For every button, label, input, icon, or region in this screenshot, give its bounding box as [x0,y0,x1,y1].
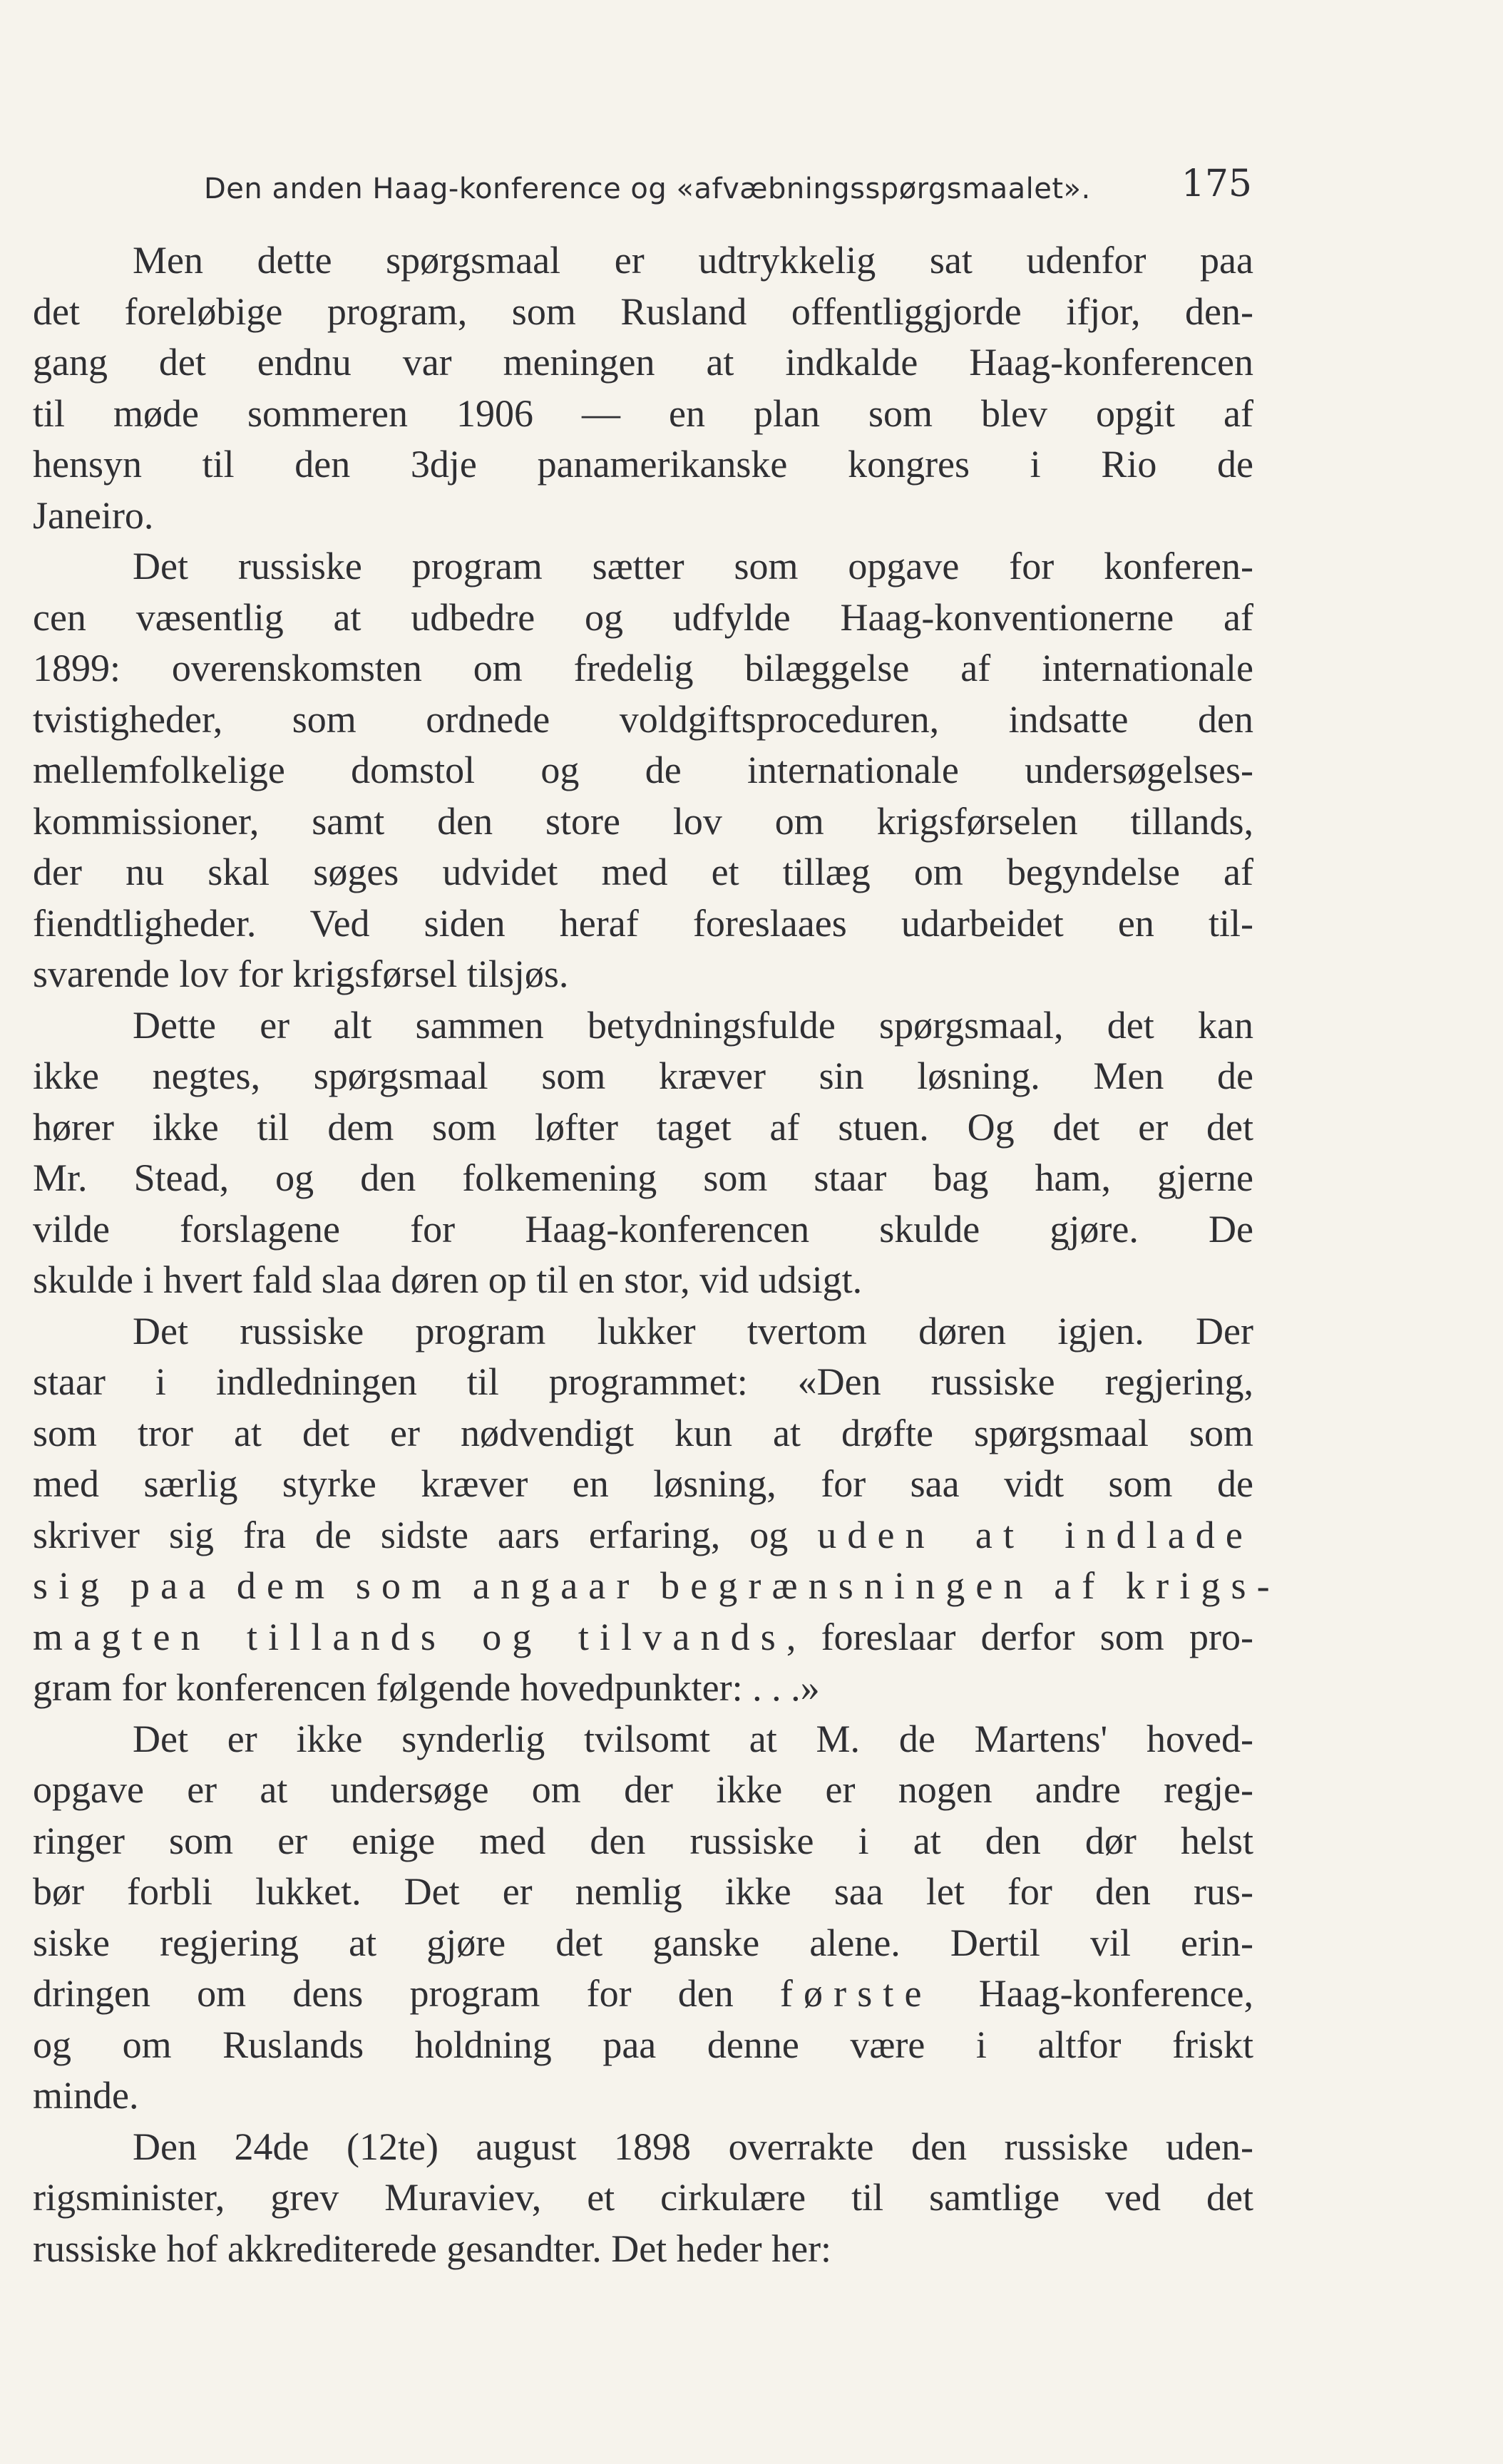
text-line: mellemfolkelige domstol og de internationale undersøgelses- [33,749,1253,791]
text-line: Mr. Stead, og den folkemening som staar bag ham, gjerne [33,1156,1253,1199]
text-line: cen væsentlig at udbedre og udfylde Haag-konventionerne af [33,595,1253,639]
text-line: Det russiske program sætter som opgave for konferen- [133,545,1253,587]
text-line [33,1612,1253,1663]
text-line: Men dette spørgsmaal er udtrykkelig sat udenfor paa [133,239,1253,282]
text-line: Den 24de (12te) august 1898 overrakte den russiske uden- [133,2125,1253,2168]
text-line: med særlig styrke kræver en løsning, for saa vidt som de [33,1462,1253,1505]
text-line: tvistigheder, som ordnede voldgiftsproceduren, indsatte den [33,697,1253,741]
text-line: svarende lov for krigsførsel tilsjøs. [33,953,569,995]
text-line [33,1968,1253,2020]
spaced-emphasis: uden at indlade [817,1513,1253,1556]
text-line: ikke negtes, spørgsmaal som kræver sin løsning. Men de [33,1054,1253,1097]
page-number: 175 [1181,163,1252,205]
text-line: vilde forslagene for Haag-konferencen skulde gjøre. De [33,1207,1253,1251]
text-line: Det er ikke synderlig tvilsomt at M. de Martens' hoved- [133,1717,1253,1760]
text-line: minde. [33,2074,139,2117]
text-line: kommissioner, samt den store lov om krigsførselen tillands, [33,799,1253,843]
text-line: russiske hof akkrediterede gesandter. Det heder her: [33,2227,832,2270]
text-line: opgave er at undersøge om der ikke er nogen andre regje- [33,1768,1253,1811]
text-line: hensyn til den 3dje panamerikanske kongres i Rio de [33,443,1253,486]
text-line: der nu skal søges udvidet med et tillæg om begyndelse af [33,851,1253,893]
spaced-emphasis: sig paa dem som angaar begrænsningen af krigs- [33,1564,1281,1607]
text-line: som tror at det er nødvendigt kun at drøfte spørgsmaal som [33,1411,1253,1454]
text-segment: , foreslaar derfor som pro- [786,1615,1254,1658]
text-line: bør forbli lukket. Det er nemlig ikke saa let for den rus- [33,1870,1253,1913]
text-line: gang det endnu var meningen at indkalde Haag-konferencen [33,341,1253,384]
text-line: Dette er alt sammen betydningsfulde spørgsmaal, det kan [133,1003,1253,1047]
text-line: til møde sommeren 1906 — en plan som blev opgit af [33,391,1253,435]
spaced-emphasis: magten tillands og tilvands [33,1615,786,1658]
spaced-emphasis: første [779,1972,933,2015]
text-line: det foreløbige program, som Rusland offentliggjorde ifjor, den- [33,289,1253,333]
text-line: Janeiro. [33,493,154,537]
text-line: ringer som er enige med den russiske i at den dør helst [33,1819,1253,1862]
text-segment: Haag-konference, [932,1972,1253,2015]
text-segment: skriver sig fra de sidste aars erfaring, og [33,1513,818,1556]
text-line: hører ikke til dem som løfter taget af stuen. Og det er det [33,1105,1253,1149]
text-line: og om Ruslands holdning paa denne være i altfor friskt [33,2023,1253,2066]
running-header [204,148,1252,205]
text-line: gram for konferencen følgende hovedpunkter: . . .» [33,1666,820,1709]
text-line: fiendtligheder. Ved siden heraf foreslaaes udarbeidet en til- [33,901,1253,945]
text-line: rigsminister, grev Muraviev, et cirkulære til samtlige ved det [33,2176,1253,2219]
text-line: 1899: overenskomsten om fredelig bilæggelse af internationale [33,647,1253,689]
text-segment: dringen om dens program for den [33,1972,780,2015]
body-text [33,235,1281,2274]
text-line: staar i indledningen til programmet: «Den russiske regjering, [33,1360,1253,1403]
text-line: Det russiske program lukker tvertom døren igjen. Der [133,1309,1253,1352]
text-line: skulde i hvert fald slaa døren op til en stor, vid udsigt. [33,1258,863,1301]
text-line [33,1510,1253,1561]
text-line [33,1561,1281,1612]
text-line: siske regjering at gjøre det ganske alene. Dertil vil erin- [33,1921,1253,1964]
header-title: Den anden Haag-konference og «afvæbningsspørgsmaalet». [204,173,1091,205]
